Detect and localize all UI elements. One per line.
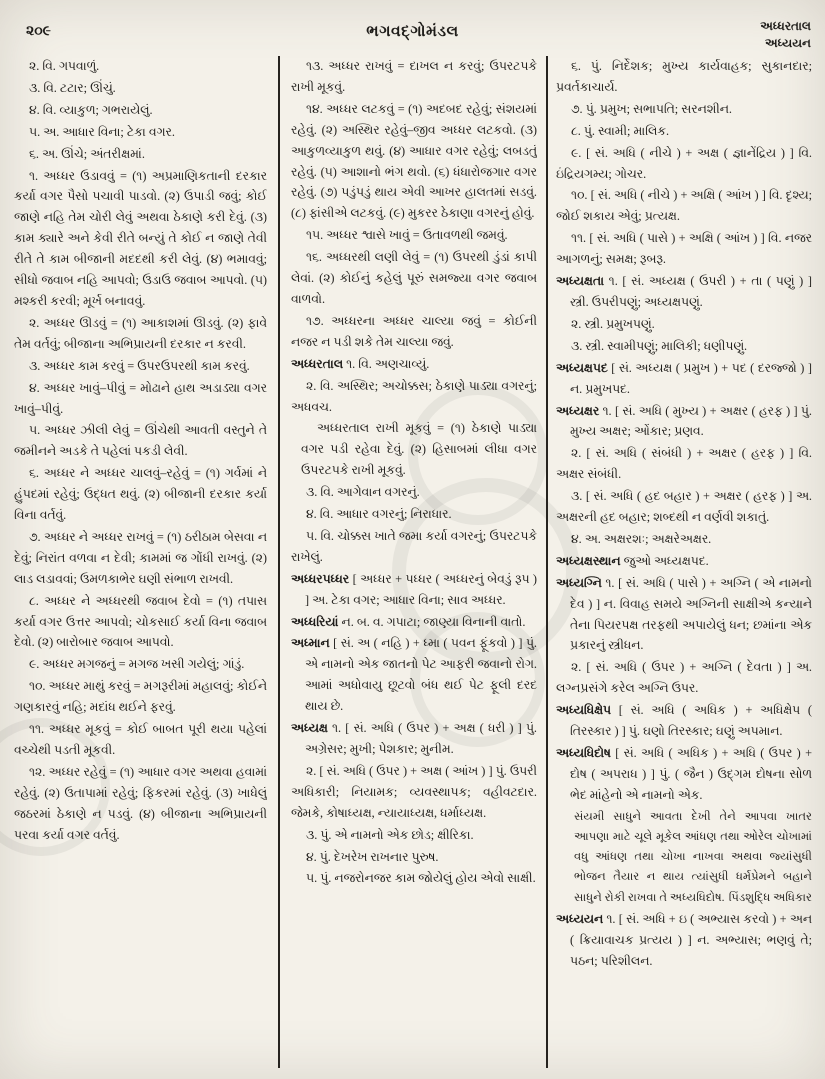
paragraph-text: ૧૧. અધ્ધર મૂકવું = કોઈ બાબત પૂરી થયા પહેલાં વચ્ચેથી પડતી મૂકવી.: [14, 722, 267, 757]
dictionary-paragraph: [14, 654, 267, 675]
paragraph-text: ૬. અ. ઊંચે; અંતરીક્ષમાં.: [29, 146, 145, 161]
guide-words: [760, 18, 811, 52]
paragraph-text: ૪. અધ્ધર ખાવું–પીવું = મોઢાને હાથ અડાડ્યા વગર ખાવું–પીવું.: [14, 380, 267, 416]
dictionary-paragraph: [556, 443, 812, 485]
dictionary-paragraph: [14, 313, 267, 355]
dictionary-paragraph: [291, 482, 537, 503]
headword: અધ્ધરપધ્ધર: [291, 571, 353, 586]
dictionary-paragraph: [291, 56, 537, 98]
paragraph-text: ૪. અ. અક્ષરશઃ; અક્ષરેઅક્ષર.: [571, 531, 712, 546]
paragraph-text: ૧. અધ્ધર ઉડાવવું = (૧) અપ્રમાણિકતાની દરકાર કર્યા વગર પૈસો પચાવી પાડવો. (૨) ઉપાડી જવું; કોઈ જાણે નહિ તેમ ચોરી લેવું અથવા ઠેકાણે કરી દેવું. (૩) કામ ક્યારે અને કેવી રીતે બન્યું તે કોઈ ન જાણે તેવી રીતે તે કામ બીજાની મદદથી કરી લેવું. (૪) ભમાવવું; સીધો જવાબ નહિ આપવો; ઉડાઉ જવાબ આપવો. (૫) મશ્કરી કરવી; મૂર્ખ બનાવવું.: [14, 168, 267, 308]
paragraph-text: અધ્ધરતાલ રાખી મૂકવું = (૧) ઠેકાણે પાડ્યા વગર પડી રહેવા દેવું. (૨) હિસાબમાં લીધા વગર ઉપરટપકે રાખી મૂકવું.: [301, 421, 537, 478]
paragraph-text: ૪. વિ. વ્યાકુળ; ગભરાયેલું.: [29, 102, 153, 117]
headword: અધ્ધરતાલ: [291, 356, 347, 371]
paragraph-text: ૭. અધ્ધર ને અધ્ધર રાખવું = (૧) ઠરીઠામ બેસવા ન દેવું; નિરાંત વળવા ન દેવી; કામમાં જ ગોંધી રાખવું. (૨) લાડ લડાવવાં; ઉમળકાભેર ઘણી સંભાળ રાખવી.: [14, 529, 267, 586]
paragraph-text: ૧. [ સં. અધિ ( પાસે ) + અગ્નિ ( એ નામનો દેવ ) ] ન. વિવાહ સમયે અગ્નિની સાક્ષીએ કન્યાને તેના પિયરપક્ષ તરફથી અપાયેલું ધન; છમાંના એક પ્રકારનું સ્ત્રીધન.: [570, 575, 812, 653]
paragraph-text: ન. બ. વ. ગપાટા; જાણ્યા વિનાની વાતો.: [341, 614, 526, 629]
paragraph-text: ૯. અધ્ધર મગજનું = મગજ ખસી ગયેલું; ગાંડું.: [29, 657, 245, 672]
paragraph-text: ૩. વિ. આગેવાન વગરનું.: [306, 485, 420, 500]
paragraph-text: ૧૫. અધ્ધર શ્વાસે ખાવું = ઉતાવળથી જમવું.: [306, 228, 508, 243]
paragraph-text: ૧. વિ. અણચાવ્યું.: [346, 356, 430, 371]
paragraph-text: ૪. વિ. આધાર વગરનું; નિરાધાર.: [306, 507, 452, 522]
paragraph-text: ૧૬. અધ્ધરથી લણી લેવું = (૧) ઉપરથી ડુંડાં કાપી લેવાં. (૨) કોઈનું કહેલું પૂરું સમજ્યા વગર જવાબ વાળવો.: [291, 250, 537, 306]
paragraph-text: ૧૦. અધ્ધર માથું કરવું = મગરૂરીમાં મહાલવું; કોઈને ગણકારવું નહિ; મદાંધ થઈને ફરવું.: [14, 679, 267, 715]
headword: અધ્યક્ષર: [556, 403, 603, 418]
dictionary-paragraph: [14, 122, 267, 143]
dictionary-paragraph: [291, 633, 537, 717]
paragraph-text: ૨. સ્ત્રી. પ્રમુખપણું.: [571, 316, 655, 331]
dictionary-paragraph: [14, 527, 267, 590]
headword: અધ્યક્ષતા: [556, 274, 609, 289]
paragraph-text: [ અધ્ધર + પધ્ધર ( અધ્ધરનું બેવડું રૂપ ) ] અ. ટેકા વગર; આધાર વિના; સાવ અધ્ધર.: [305, 571, 537, 607]
dictionary-paragraph: [14, 719, 267, 761]
dictionary-paragraph: [556, 271, 812, 313]
dictionary-paragraph: [14, 144, 267, 165]
paragraph-text: ૧૭. અધ્ધરના અધ્ધર ચાલ્યા જવું = કોઈની નજર ન પડી શકે તેમ ચાલ્યા જવું.: [291, 313, 537, 349]
paragraph-text: [ સં. અધ્યક્ષ ( પ્રમુખ ) + પદ ( દરજ્જો ) ] ન. પ્રમુખપદ.: [570, 360, 812, 396]
dictionary-paragraph: [291, 526, 537, 568]
dictionary-paragraph: [556, 700, 812, 742]
dictionary-paragraph: [14, 356, 267, 377]
dictionary-paragraph: [14, 166, 267, 312]
text-columns: [0, 56, 825, 1068]
dictionary-paragraph: [291, 354, 537, 375]
dictionary-paragraph: [556, 401, 812, 443]
dictionary-paragraph: [291, 718, 537, 760]
paragraph-text: ૩. [ સં. અધિ ( હદ બહાર ) + અક્ષર ( હરફ ) ] અ. અક્ષરની હદ બહાર; શબ્દથી ન વર્ણવી શકાતું.: [556, 489, 812, 525]
dictionary-paragraph: [14, 591, 267, 654]
paragraph-text: ૫. અધ્ધર ઝીલી લેવું = ઊંચેથી આવતી વસ્તુને તે જમીનને અડકે તે પહેલાં પકડી લેવી.: [14, 423, 267, 459]
paragraph-text: ૩. પું. એ નામનો એક છોડ; ક્ષીરિકા.: [306, 827, 474, 842]
dictionary-paragraph: [291, 569, 537, 611]
dictionary-paragraph: [291, 311, 537, 353]
dictionary-paragraph: [291, 612, 537, 633]
headword: અધ્યયન: [556, 911, 607, 926]
dictionary-paragraph: [14, 676, 267, 718]
paragraph-text: ૨. [ સં. અધિ ( ઉપર ) + અક્ષ ( આંખ ) ] પું. ઉપરી અધિકારી; નિયામક; વ્યવસ્થાપક; વહીવટદાર. જેમકે, કોષાધ્યક્ષ, ન્યાયાધ્યક્ષ, ધર્માધ્યક્ષ.: [291, 763, 537, 820]
paragraph-text: ૩. વિ. ટટાર; ઊંચું.: [29, 80, 116, 95]
dictionary-paragraph: [291, 847, 537, 868]
dictionary-paragraph: [291, 247, 537, 310]
paragraph-text: ૧. [ સં. અધિ + ઇ ( અભ્યાસ કરવો ) + અન ( ક્રિયાવાચક પ્રત્યય ) ] ન. અભ્યાસ; ભણવું તે; પઠન; પરિશીલન.: [570, 911, 812, 968]
page-number: ૨૦૯: [26, 24, 51, 39]
dictionary-paragraph: [556, 121, 812, 142]
paragraph-text: ૧૦. [ સં. અધિ ( નીચે ) + અક્ષિ ( આંખ ) ] વિ. દૃશ્ય; જોઈ શકાય એવું; પ્રત્યક્ષ.: [556, 188, 812, 224]
paragraph-text: ૧. [ સં. અધિ ( ઉપર ) + અક્ષ ( ધરી ) ] પું. અગ્રેસર; મુખી; પેશકાર; મુનીમ.: [305, 721, 537, 756]
guide-word-top: અધ્ધરતાલ: [760, 19, 811, 33]
dictionary-paragraph: [291, 761, 537, 824]
headword: અધ્યક્ષસ્થાન: [556, 553, 624, 568]
paragraph-text: સંયમી સાધુને આવતા દેખી તેને આપવા ખાતર આપણા માટે ચૂલે મૂકેલ આંધણ તથા ઓરેલ ચોખામાં વધુ આંધણ તથા ચોખા નાખવા અથવા જ્યાંસુધી ભોજન તૈયાર ન થાય ત્યાંસુધી ધર્મપ્રેમને બહાને સાધુને રોકી રાખવા તે અધ્યધિદોષ.: [574, 809, 812, 904]
headword: અધ્યગ્નિ: [556, 575, 606, 590]
dictionary-paragraph: [14, 100, 267, 121]
paragraph-text: ૧૩. અધ્ધર રાખવું = દાખલ ન કરવું; ઉપરટપકે રાખી મૂકવું.: [291, 59, 537, 94]
paragraph-text: ૨. [ સં. અધિ ( ઉપર ) + અગ્નિ ( દેવતા ) ] અ. લગ્નપ્રસંગે કરેલ અગ્નિ ઉપર.: [556, 660, 812, 696]
dictionary-paragraph: [556, 573, 812, 657]
headword: અધ્યક્ષ: [291, 721, 333, 736]
dictionary-paragraph: [574, 807, 812, 908]
column-1: [14, 56, 267, 1068]
paragraph-text: ૪. પું. દેખરેખ રાખનાર પુરુષ.: [306, 849, 439, 864]
dictionary-paragraph: [556, 314, 812, 335]
paragraph-text: ૫. પું. નજરોનજર કામ જોયેલું હોય એવો સાક્ષી.: [306, 871, 536, 886]
dictionary-paragraph: [14, 762, 267, 846]
headword: અધ્યધિદોષ: [556, 746, 616, 760]
paragraph-text: [ સં. અ ( નહિ ) + ધ્મા ( પવન ફૂંકવો ) ] પું. એ નામનો એક જાતનો પેટ આફરી જવાનો રોગ. આમાં અધોવાયુ છૂટવો બંધ થઈ પેટ ફૂલી દરદ થાય છે.: [305, 636, 537, 714]
dictionary-paragraph: [556, 529, 812, 550]
guide-word-bottom: અધ્યયન: [764, 36, 811, 50]
paragraph-text: ૮. પું. સ્વામી; માલિક.: [571, 123, 670, 138]
dictionary-paragraph: [14, 378, 267, 420]
paragraph-text: ૧૪. અધ્ધર લટકવું = (૧) અદબદ રહેવું; સંશયમાં રહેવું. (૨) અસ્થિર રહેવું–જીવ અધ્ધર લટકવો. (૩) આકુળવ્યાકુળ થવું. (૪) આધાર વગર રહેવું; લબડતું રહેવું. (૫) આશાનો ભંગ થવો. (૬) ધંધારોજગાર વગર રહેવું. (૭) પડુંપડું થાય એવી આખર હાલતમાં સડવું. (૮) ફાંસીએ લટકવું. (૯) મુકરર ઠેકાણા વગરનું હોવું.: [291, 101, 537, 221]
dictionary-paragraph: [291, 225, 537, 246]
dictionary-paragraph: [556, 358, 812, 400]
paragraph-text: [ સં. અધિ ( અધિક ) + અધિ ( ઉપર ) + દોષ ( અપરાધ ) ] પું. ( જૈન ) ઉદ્ગમ દોષના સોળ ભેદ માંહેનો એ નામનો એક.: [570, 746, 812, 802]
paragraph-text: ૨. અધ્ધર ઊડવું = (૧) આકાશમાં ઊડવું. (૨) ફાવે તેમ વર્તવું; બીજાના અભિપ્રાયની દરકાર ન કરવી.: [14, 315, 267, 351]
paragraph-text: ૫. અ. આધાર વિના; ટેકા વગર.: [29, 124, 175, 139]
dictionary-paragraph: [556, 657, 812, 699]
paragraph-text: ૩. અધ્ધર કામ કરવું = ઉપરઉપરથી કામ કરવું.: [29, 358, 250, 373]
headword: અધ્માન: [291, 636, 334, 651]
paragraph-text: [ સં. અધિ ( અધિક ) + અધિક્ષેપ ( તિરસ્કાર ) ] પું. ઘણો તિરસ્કાર; ઘણું અપમાન.: [570, 703, 812, 739]
paragraph-text: ૮. અધ્ધર ને અધ્ધરથી જવાબ દેવો = (૧) તપાસ કર્યા વગર ઉત્તર આપવો; ચોકસાઈ કર્યા વિના જવાબ દેવો. (૨) બારોબાર જવાબ આપવો.: [14, 593, 267, 650]
dictionary-paragraph: [14, 420, 267, 462]
paragraph-text: ૧. [ સં. અધિ ( મુખ્ય ) + અક્ષર ( હરફ ) ] પું. મુખ્ય અક્ષર; ઓંકાર; પ્રણવ.: [570, 403, 812, 439]
dictionary-paragraph: [291, 376, 537, 418]
dictionary-paragraph: [556, 143, 812, 185]
dictionary-paragraph: [291, 868, 537, 889]
dictionary-paragraph: [291, 418, 537, 481]
dictionary-paragraph: [291, 504, 537, 525]
dictionary-paragraph: [291, 99, 537, 224]
paragraph-text: ૫. વિ. ચોક્કસ ખાતે જમા કર્યા વગરનું; ઉપરટપકે રાખેલું.: [291, 528, 537, 564]
dictionary-paragraph: [556, 336, 812, 357]
headword: અધ્યક્ષપદ: [556, 360, 612, 375]
dictionary-paragraph: [556, 99, 812, 120]
paragraph-text: ૬. પું. નિર્દેશક; મુખ્ય કાર્યવાહક; સુકાનદાર; પ્રવર્તકાચાર્ય.: [556, 59, 812, 94]
paragraph-text: ૧૨. અધ્ધર રહેવું = (૧) આધાર વગર અથવા હવામાં રહેવું. (૨) ઉતાપામાં રહેવું; ફિકરમાં રહેવું. (૩) ખાધેલું જઠરમાં ઠેકાણે ન પડવું. (૪) બીજાના અભિપ્રાયની પરવા કર્યા વગર વર્તવું.: [14, 764, 267, 842]
paragraph-text: જુઓ અધ્યક્ષપદ.: [623, 553, 709, 568]
dictionary-paragraph: [556, 228, 812, 270]
attribution: પિંડશુદ્ધિ અધિકાર: [728, 890, 812, 904]
paragraph-text: ૯. [ સં. અધિ ( નીચે ) + અક્ષ ( જ્ઞાનેંદ્રિય ) ] વિ. ઇંદ્રિયગમ્ય; ગોચર.: [556, 145, 812, 181]
dictionary-paragraph: [556, 743, 812, 806]
paragraph-text: ૬. અધ્ધર ને અધ્ધર ચાલવું–રહેવું = (૧) ગર્વમાં ને હુંપદમાં રહેવું; ઉદ્ધત થવું. (૨) બીજાની દરકાર કર્યા વિના વર્તવું.: [14, 466, 267, 523]
paragraph-text: ૧૧. [ સં. અધિ ( પાસે ) + અક્ષિ ( આંખ ) ] વિ. નજર આગળનું; સમક્ષ; રૂબરૂ.: [556, 231, 812, 267]
dictionary-paragraph: [14, 78, 267, 99]
column-2: [291, 56, 537, 1068]
dictionary-paragraph: [14, 463, 267, 526]
paragraph-text: ૩. સ્ત્રી. સ્વામીપણું; માલિકી; ધણીપણું.: [571, 338, 748, 353]
dictionary-paragraph: [14, 56, 267, 77]
headword: અધ્યધિક્ષેપ: [556, 703, 619, 718]
paragraph-text: ૭. પું. પ્રમુખ; સભાપતિ; સરનશીન.: [571, 101, 733, 116]
dictionary-paragraph: [556, 909, 812, 972]
dictionary-paragraph: [556, 486, 812, 528]
dictionary-paragraph: [556, 551, 812, 572]
book-title: ભગવદ્ગોમંડલ: [366, 23, 459, 40]
paragraph-text: ૨. [ સં. અધિ ( સંબંધી ) + અક્ષર ( હરફ ) ] વિ. અક્ષર સંબંધી.: [556, 446, 812, 482]
headword: અધ્ધરિયાં: [291, 614, 342, 629]
paragraph-text: ૨. વિ. ગપવાળું.: [29, 59, 100, 73]
paragraph-text: ૨. વિ. અસ્થિર; અચોક્કસ; ઠેકાણે પાડ્યા વગરનું; અધવચ.: [291, 378, 537, 414]
dictionary-paragraph: [291, 825, 537, 846]
column-3: [556, 56, 812, 1068]
paragraph-text: ૧. [ સં. અધ્યક્ષ ( ઉપરી ) + તા ( પણું ) ] સ્ત્રી. ઉપરીપણું; અધ્યક્ષપણું.: [570, 274, 812, 309]
dictionary-paragraph: [556, 56, 812, 98]
dictionary-paragraph: [556, 185, 812, 227]
